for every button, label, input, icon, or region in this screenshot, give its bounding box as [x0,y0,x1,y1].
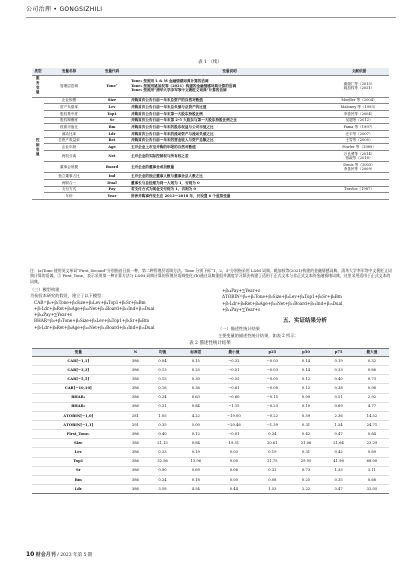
table2-value-cell: 0.30 [179,375,213,384]
table2-variable-cell: CAR[−3,3] [32,366,125,375]
table1-header-cell: 变量代码 [94,68,130,75]
table2-value-cell: 9.00 [213,457,255,466]
table1-row [32,137,389,144]
table1-variable-code: Bm [94,124,130,131]
table1-row [32,162,389,173]
table2-value-cell: 0.24 [146,393,179,402]
table2-value-cell: −0.08 [255,384,290,393]
table2-value-cell: 386 [125,393,147,402]
table1-row [32,130,389,137]
table2-row [32,384,389,393]
table2-value-cell: 0.69 [179,466,213,475]
table2-value-cell: 0.25 [290,475,323,484]
table1-variable-description: 主并企业上市至并购的年限的自然对数值 [130,144,329,151]
table1-reference: Travlos（1987） [329,186,389,193]
table1-row [32,150,389,161]
equation-bhar: BHAR=β₀+β₁Tone+β₂Size+β₃Lev+β₄Top1+β₅Sr+β₆Bm [34,318,150,324]
table1-reference: Maloney 等（1993） [329,104,389,111]
table2-value-cell: 0.08 [255,475,290,484]
table1-reference [329,193,389,200]
table2-value-cell: 32.56 [146,457,179,466]
table2-value-cell: 2.22 [290,484,323,493]
table2-caption: 表 2 描述性统计结果 [189,341,231,346]
table2-value-cell: 21.75 [255,457,290,466]
section-heading: 五、实证结果分析 [282,318,327,325]
table1-reference: Denis 等（2003） 李善民等（2009） [329,162,389,173]
table1-reference: 谢德仁等（2015） 姚加权等（2021） [329,75,389,97]
table2-value-cell: 0.19 [255,448,290,457]
table1-variable-code: Sr [94,117,130,124]
table2-value-cell: 386 [125,430,147,439]
table2-value-cell: 0.04 [146,357,179,366]
table2-value-cell: −1.15 [213,402,255,411]
table2-value-cell: 20.61 [255,439,290,448]
table2-value-cell: 0.13 [146,366,179,375]
table2-value-cell: 14.52 [355,411,389,420]
table2-row [32,393,389,402]
table2-value-cell: −0.03 [255,357,290,366]
table2-value-cell: 0.09 [290,393,323,402]
table1-row [32,186,389,193]
table2-value-cell: 0.47 [322,430,355,439]
table2-value-cell: 386 [125,475,147,484]
table1-variable-name: 企业年龄 [44,144,94,151]
equation-bhar-line3: +β₁₄Pay+∑Year+ε [222,288,261,293]
table2-value-cell: 41.98 [322,457,355,466]
table1-variable-code: Dual [94,179,130,186]
table1-variable-name: 股权集中度 [44,110,94,117]
table1-variable-code: Tone⁺ [94,75,130,97]
table2-value-cell: 3.11 [355,466,389,475]
table2-variable-cell: First_Tone₁ [32,430,125,439]
table2-value-cell: −0.22 [255,411,290,420]
table2-header-cell: N [125,349,147,357]
variable-definition-table [32,68,389,200]
table2-value-cell: 386 [125,484,147,493]
table2-value-cell: −0.23 [255,402,290,411]
table2-header-cell: 变量 [32,349,125,357]
table1-header-cell: 类型 [32,68,44,75]
table2-value-cell: −1.39 [255,420,290,429]
table1-variable-description: 主并企业的董事会成员数量 [130,162,329,173]
table1-reference: 吴超等（2012） [329,117,389,124]
model-section-title: （三）模型构建 [30,287,60,292]
table2-value-cell: 0.84 [179,439,213,448]
table2-row [32,457,389,466]
table2-variable-cell: CAR[−10,10] [32,384,125,393]
table2-value-cell: 0.73 [290,466,323,475]
equation-tobin: ΔTOBIN=β₀+β₁Tone+β₂Size+β₃Lev+β₄Top1+β₅Sr+β₆Bm [222,294,342,300]
table2-value-cell: −0.01 [213,430,255,439]
table2-value-cell: 0.44 [213,484,255,493]
table1-reference [329,179,389,186]
table1-variable-description: 并购首次公告日前一年末总负债与总资产的比值 [130,104,329,111]
equation-tobin-line3: +β₁₄Pay+∑Year+ε [222,306,261,312]
table1-variable-name: 管理层语调 [44,75,94,97]
table2-value-cell: 0.14 [290,357,323,366]
table1-caption: 表 1 （续） [198,60,222,65]
descriptive-statistics-table [32,348,389,494]
table1-category-cell [32,75,44,97]
table1-variable-code: Board [94,162,130,173]
table2-row [32,420,389,429]
table1-reference: Fowler 等（1989） [329,144,389,151]
table2-value-cell: 13.96 [179,457,213,466]
table1-variable-description: 并购首次公告日前一年末的股东权益与公司市值之比 [130,124,329,131]
table2-value-cell: 23.29 [355,439,389,448]
table2-value-cell: 0.35 [146,420,179,429]
table2-value-cell: −0.03 [255,366,290,375]
table1-row [32,117,389,124]
table2-value-cell: 386 [125,457,147,466]
table2-value-cell: 4.77 [355,402,389,411]
table2-value-cell: 0.84 [179,402,213,411]
table2-value-cell: 68.00 [355,457,389,466]
table2-value-cell: 0.31 [290,420,323,429]
table2-row [32,484,389,493]
table2-value-cell: 29.95 [290,457,323,466]
table2-value-cell: 1.54 [322,420,355,429]
table2-row [32,366,389,375]
table2-row [32,439,389,448]
table2-value-cell: 386 [125,402,147,411]
table2-value-cell: 4.54 [179,484,213,493]
table1-variable-name: 两权分离 [44,150,94,161]
table2-header-row [32,349,389,357]
table2-header-cell: p75 [322,349,355,357]
table2-value-cell: 32.05 [355,484,389,493]
table1-variable-name: 年份 [44,193,94,200]
table2-variable-cell: Lev [32,448,125,457]
subsection-text: 主要变量的描述性统计结果，如表 2 所示： [218,332,299,338]
table1-variable-code: Ret [94,137,130,144]
table1-variable-description: 并购首次公告日前一年末第 2-5 大股东与第一大股东持股比例之比 [130,117,329,124]
table2-value-cell: 0.31 [146,402,179,411]
table2-row [32,411,389,420]
table1-variable-description: 董事长与总经理为同一人则为 1，否则为 0 [130,179,329,186]
table2-header-cell: 均值 [146,349,179,357]
table2-variable-cell: Top1 [32,457,125,466]
table1-row [32,193,389,200]
equation-bhar-line2: +β₇Ldr+β₈Ret+β₉Age+β₁₀Net+β₁₁Board+β₁₂Ind+β₁₃Dual [34,324,155,330]
table1-row [32,173,389,180]
journal-section-label: 公司治理 • GONGSIZHILI [26,6,103,13]
table2-row [32,402,389,411]
table2-value-cell: 0.42 [290,430,323,439]
table2-row [32,357,389,366]
table2-value-cell: 0.33 [322,366,355,375]
table2-value-cell: −0.05 [255,375,290,384]
table2-value-cell: −0.55 [213,375,255,384]
table2-value-cell: 0.89 [355,448,389,457]
table1-variable-name: 独立董事占比 [44,173,94,180]
table2-value-cell: 386 [125,357,147,366]
table2-value-cell: 0.03 [213,448,255,457]
table1-variable-description: 主并企业的独立董事人数与董事会总人数之比 [130,173,329,180]
table1-variable-description: 并购首次公告日前一年末的流动资产与流动负债之比 [130,130,329,137]
table1-row [32,124,389,131]
table2-value-cell: 0.32 [255,466,290,475]
table1-reference: 李善民等（2004） [329,110,389,117]
table1-variable-name: 支付方式 [44,186,94,193]
table2-row [32,475,389,484]
equation-tobin-line2: +β₇Ldr+β₈Ret+β₉Age+β₁₀Net+β₁₁Board+β₁₂Ind+β₁₃Dual [222,300,343,306]
table2-value-cell: 0.42 [322,448,355,457]
table2-value-cell: 0.31 [290,448,323,457]
table1-variable-description: 并购首次公告日前一年末的营业收入与资产总额之比 [130,137,329,144]
table1-variable-name: 账面市值比 [44,124,94,131]
table1-variable-code: Pay [94,186,130,193]
table2-value-cell: 0.19 [179,448,213,457]
table2-variable-cell: CAR[−5,5] [32,375,125,384]
table1-category-cell [32,97,44,199]
table1-variable-name: 资产负债率 [44,104,94,111]
table2-value-cell: 0.00 [213,475,255,484]
table1-reference: 万良勇等（2014） 蒋淑等（2018） [329,150,389,161]
table2-value-cell: 24.71 [355,420,389,429]
table1-category-label: 控制变量 [36,138,41,157]
table2-header-cell: p25 [255,349,290,357]
table2-row [32,375,389,384]
table2-value-cell: 19.51 [213,439,255,448]
table2-value-cell: 0.32 [355,357,389,366]
table2-value-cell: 1.35 [322,466,355,475]
table2-value-cell: 386 [125,439,147,448]
table2-value-cell: 0.66 [355,366,389,375]
table1-variable-name: 企业规模 [44,97,94,104]
table2-value-cell: 1.05 [146,411,179,420]
table2-row [32,430,389,439]
table2-value-cell: 0.14 [290,366,323,375]
table2-value-cell: 0.40 [146,430,179,439]
table2-value-cell: −0.61 [213,384,255,393]
header-rule [26,17,396,18]
table2-value-cell: 21.06 [290,439,323,448]
table2-variable-cell: ΔTOBIN[−1,0] [32,411,125,420]
table2-value-cell: 4.22 [179,411,213,420]
table2-value-cell: 0.06 [213,466,255,475]
table1-reference: 王雪等（2005） [329,137,389,144]
table2-variable-cell: ΔTOBIN[−1,1] [32,420,125,429]
table2-value-cell: 0.68 [355,475,389,484]
table1-header-cell: 文献依据 [329,68,389,75]
table1-variable-code: Size [94,97,130,104]
table2-value-cell: 0.12 [290,384,323,393]
equation-car: CAR=β₀+β₁Tone+β₂Size+β₃Lev+β₄Top1+β₅Sr+β₆Bm [34,299,146,305]
table2-variable-cell: Size [32,439,125,448]
table1-variable-code: Year [94,193,130,200]
table2-value-cell: 0.38 [322,384,355,393]
table1-reference [329,173,389,180]
table2-value-cell: 0.12 [290,375,323,384]
table2-value-cell: 0.59 [290,411,323,420]
table2-value-cell: 0.12 [179,430,213,439]
table1-variable-name: 流动比率 [44,130,94,137]
table2-value-cell: 386 [125,384,147,393]
left-column [30,286,204,331]
table1-note: 注：(a)Tone 使用英文单词“First_Second”分别指首日前一种，第二种管理层语调方法。Tone 分别下标“1、2、3”分别指采用 L&M 词典、姚加权等(2021)构建的金融情感词典、清华大学李军等中文褒贬义词典计算的语调。② First_Tone，表示采用第一种计算方法与 L&M 词典计算的管理层语调变化;(b)通过词典重组并测度学习算法构建了适用于正式文本与非正式文本的金融情绪词典，这里采用适用于正式文本的词典。 [30,268,392,284]
table2-value-cell: 21.64 [322,439,355,448]
issue-label: / 2023 年第 5 期 [57,553,93,558]
table1-header-cell: 变量说明 [130,68,329,75]
table2-value-cell: 0.64 [355,430,389,439]
right-column [218,288,392,339]
table2-variable-cell: BHAR₂ [32,402,125,411]
table2-value-cell: 0.15 [179,357,213,366]
table2-value-cell: 5.00 [179,420,213,429]
table1-header-cell: 变量名称 [44,68,94,75]
table2-row [32,466,389,475]
table2-value-cell: 386 [125,448,147,457]
table1-row [32,110,389,117]
table2-header-cell: 最大值 [355,349,389,357]
table1-reference: Moeller 等（2004） [329,97,389,104]
table1-variable-code: Age [94,144,130,151]
table1-variable-code: Lev [94,104,130,111]
table2-variable-cell: CAR[−1,1] [32,357,125,366]
table2-header-cell: 最小值 [213,349,255,357]
table2-variable-cell: Bm [32,475,125,484]
table1-header-row [32,68,389,75]
table1-row [32,97,389,104]
table2-value-cell: 0.19 [322,357,355,366]
table2-value-cell: −0.60 [213,393,255,402]
table2-variable-cell: BHAR₁ [32,393,125,402]
table2-value-cell: 0.63 [179,393,213,402]
table1-row [32,144,389,151]
page-header [26,6,396,16]
table2-value-cell: 386 [125,366,147,375]
table1-variable-description: 若支付方式为现金支付则为 1，否则为 0 [130,186,329,193]
table2-value-cell: 0.69 [322,402,355,411]
page-number: 10 [26,551,35,558]
table2-value-cell: 0.73 [355,375,389,384]
table2-value-cell: 0.15 [146,375,179,384]
table2-value-cell: −20.46 [213,420,255,429]
model-intro-text: 为检验本研究的假设，建立了以下模型： [30,293,106,299]
table2-value-cell: 0.33 [146,448,179,457]
table2-header-cell: 标准差 [179,349,213,357]
table1-category-label: 服务变量 [36,76,41,95]
table2-value-cell: −19.00 [213,411,255,420]
table2-variable-cell: Ldr [32,484,125,493]
table2-value-cell: 281 [125,411,147,420]
table1-variable-description: 主并企业的实际控制权与所有权之差 [130,150,329,161]
subsection-heading: （一）描述性统计结果 [218,326,260,332]
table1-variable-name: 总资产收益率 [44,137,94,144]
table1-variable-code: Top1 [94,110,130,117]
table2-value-cell: −0.32 [213,357,255,366]
table1-variable-name: 两职合一 [44,179,94,186]
table2-value-cell: −0.15 [255,393,290,402]
table1-reference: 汪平等（2007） [329,130,389,137]
table2-variable-cell: Sr [32,466,125,475]
equation-car-line2: +β₇Ldr+β₈Ret+β₉Age+β₁₀Net+β₁₁Board+β₁₂Ind+β₁₃Dual [34,305,155,311]
table1-variable-code: Ldr [94,130,130,137]
table2-value-cell: 291 [125,420,147,429]
table2-value-cell: 1.53 [255,484,290,493]
table1-variable-description: 并购首次公告日前一年末总资产的自然对数值 [130,97,329,104]
table1-row [32,179,389,186]
table2-value-cell: 0.25 [179,366,213,375]
table1-variable-code: Net [94,150,130,161]
table1-variable-name: 股权制衡度 [44,117,94,124]
table2-value-cell: 3.47 [322,484,355,493]
table2-value-cell: 3.58 [146,484,179,493]
table2-value-cell: 0.18 [179,475,213,484]
page-footer [26,551,396,559]
table2-value-cell: 0.40 [322,375,355,384]
table1-variable-code: Ind [94,173,130,180]
table2-value-cell: 386 [125,466,147,475]
equation-car-line3: +β₁₄Pay+∑Year+ε [34,312,73,318]
table2-value-cell: 386 [125,375,147,384]
table1-variable-name: 董事会规模 [44,162,94,173]
table1-row [32,75,389,97]
table2-row [32,448,389,457]
magazine-name: 财会月刊 [35,552,56,558]
table2-value-cell: 0.96 [355,384,389,393]
table2-value-cell: 0.51 [322,393,355,402]
table2-value-cell: 0.10 [290,402,323,411]
table2-value-cell: 0.35 [322,475,355,484]
table1-reference: Fama 等（1997） [329,124,389,131]
table2-value-cell: 2.92 [355,393,389,402]
table2-value-cell: 0.36 [179,384,213,393]
table2-header-cell: p50 [290,349,323,357]
table2-value-cell: 0.24 [146,475,179,484]
table1-row [32,104,389,111]
table2-value-cell: 0.90 [146,466,179,475]
table2-value-cell: 2.36 [322,411,355,420]
table2-value-cell: 0.34 [255,430,290,439]
table1-variable-description: 所涉并购事件发生在 2013—2018 年，共设置 6 个虚拟变量 [130,193,329,200]
table2-value-cell: 21.15 [146,439,179,448]
table1-variable-description: 并购首次公告日前一年末第一大股东持股比例 [130,110,329,117]
table2-value-cell: 0.16 [146,384,179,393]
table1-variable-description: Tone₁ 按照用 L & M 金融情感词典计算的语调 Tone₂ 按照用姚加权等（2021）构建的金融情感词典计算的语调 Tone₃ 按照用“清华大学李军等中文褒贬义词典”计算的语调 [130,75,329,97]
table2-value-cell: −0.51 [213,366,255,375]
